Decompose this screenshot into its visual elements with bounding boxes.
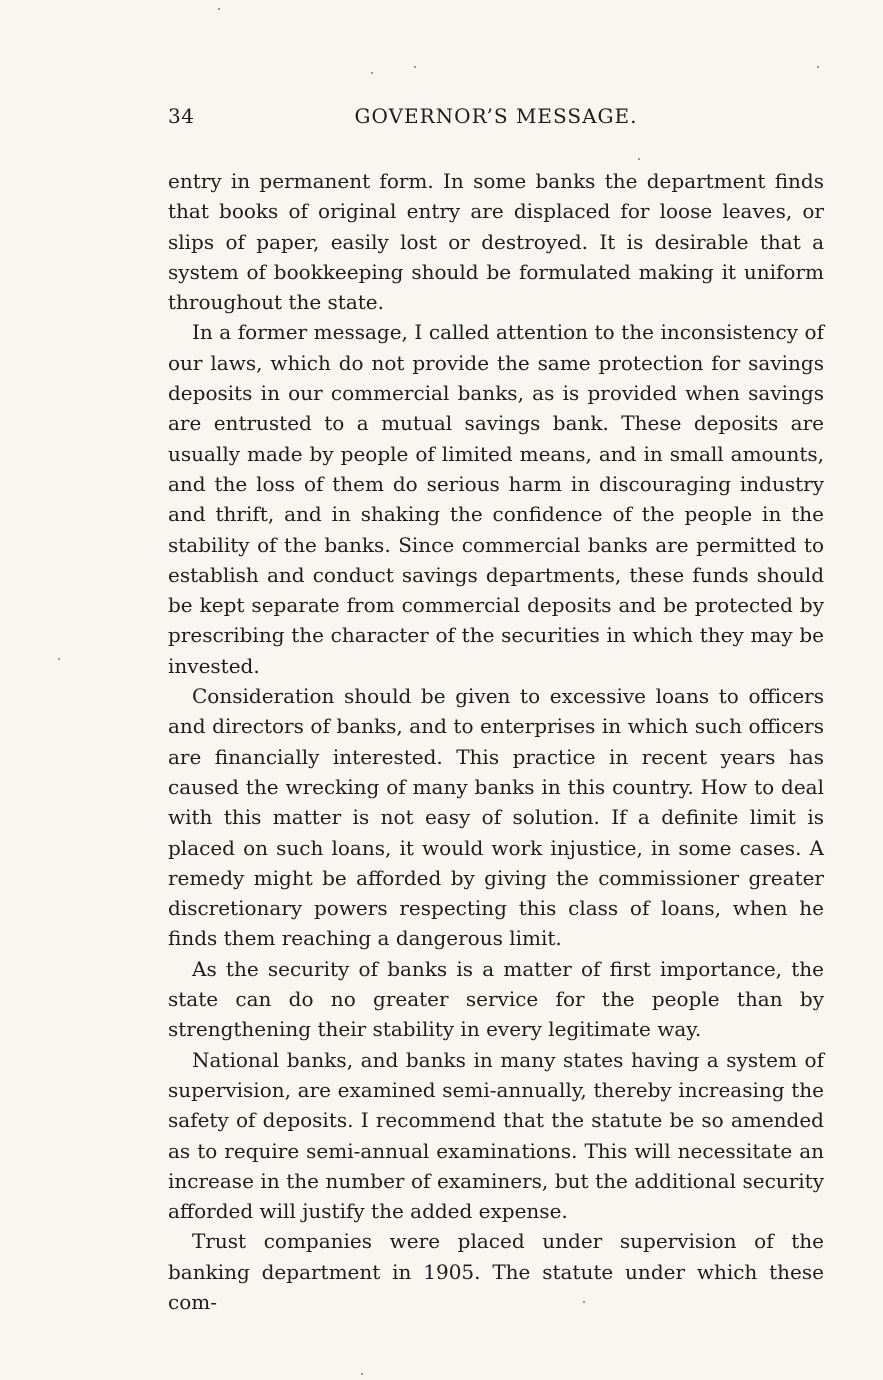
scan-speck (371, 72, 373, 74)
paragraph-trust-companies: Trust companies were placed under supervision of the banking department in 1905. The statute under which these com- (168, 1229, 824, 1314)
paragraph-bookkeeping-continued: entry in permanent form. In some banks the department finds that books of original entry are displaced for loose leaves, or slips of paper, easily lost or destroyed. It is desirable that a system of bookkeeping should be formulated making it uniform throughout the state. (168, 169, 824, 315)
scan-speck (638, 158, 640, 160)
paragraph-bank-security: As the security of banks is a matter of first importance, the state can do no greater service for the people than by strengthening their stability in every legitimate way. (168, 956, 824, 1042)
running-head: GOVERNOR’S MESSAGE. (354, 104, 638, 128)
paragraph-excessive-loans: Consideration should be given to excessive loans to officers and directors of banks, and to enterprises in which such officers are financially interested. This practice in recent years has caused the wrecking of many banks in this country. How to deal with this matter is not easy of solution. If a definite limit is placed on such loans, it would work injustice, in some cases. A remedy might be afforded by giving the commissioner greater discretionary powers respecting this class of loans, when he finds them reaching a dangerous limit. (168, 684, 824, 951)
body-text (168, 166, 824, 1317)
scan-speck (361, 1373, 363, 1375)
page-header (168, 104, 824, 140)
scan-speck (218, 8, 220, 10)
page-number: 34 (168, 104, 195, 128)
scan-speck (817, 66, 819, 68)
scan-speck (414, 66, 416, 68)
paragraph-semi-annual-examinations: National banks, and banks in many states having a system of supervision, are examined semi-annually, thereby increasing the safety of deposits. I recommend that the statute be so amended as to require semi-annual examinations. This will necessitate an increase in the number of examiners, but the additional security afforded will justify the added expense. (168, 1047, 824, 1224)
paragraph-savings-deposits: In a former message, I called attention to the inconsistency of our laws, which do not provide the same protection for savings deposits in our commercial banks, as is provided when savings are entrusted to a mutual savings bank. These deposits are usually made by people of limited means, and in small amounts, and the loss of them do serious harm in discouraging industry and thrift, and in shaking the confidence of the people in the stability of the banks. Since commercial banks are permitted to establish and conduct savings departments, these funds should be kept separate from commercial deposits and be protected by prescribing the character of the securities in which they may be invested. (168, 320, 824, 678)
scan-speck (58, 658, 60, 660)
